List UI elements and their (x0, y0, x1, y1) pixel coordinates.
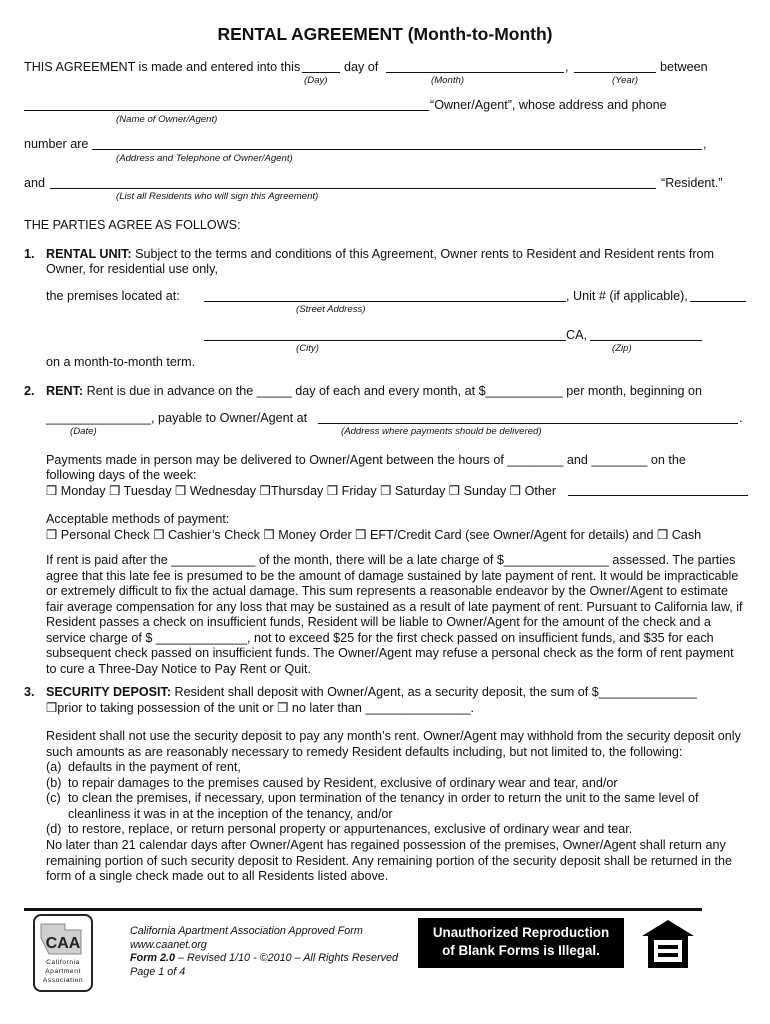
footer-revision: – Revised 1/10 - ©2010 – All Rights Reserved (175, 952, 399, 964)
deposit-return-paragraph (46, 838, 746, 885)
list-item (68, 807, 748, 823)
notice-line-2: of Blank Forms is Illegal. (442, 943, 600, 958)
section-1-number: 1. (24, 247, 35, 261)
section-2-heading: RENT: (46, 384, 84, 398)
month-field[interactable] (386, 72, 564, 73)
section-2-number: 2. (24, 384, 35, 398)
payment-address-field[interactable] (318, 423, 738, 424)
caption-owner-name: (Name of Owner/Agent) (116, 114, 218, 125)
caption-city: (City) (296, 343, 319, 354)
address-comma: , (703, 137, 707, 151)
intro-comma: , (565, 60, 569, 74)
deposit-line: No later than 21 calendar days after Owner/Agent has regained possession of the premises, Owner/Agent shall return any (46, 838, 726, 852)
caa-logo (33, 914, 93, 992)
unauthorized-notice (418, 918, 624, 968)
deposit-use-paragraph (46, 729, 746, 760)
intro-text-dayof: day of (344, 60, 379, 74)
payment-days-label: following days of the week: (46, 468, 197, 482)
owner-address-field[interactable] (92, 149, 702, 150)
number-are-text: number are (24, 137, 89, 151)
payable-text: _______________, payable to Owner/Agent at (46, 411, 308, 425)
section-2-line-1 (46, 384, 702, 398)
caption-payment-address: (Address where payments should be delivered) (341, 426, 542, 437)
footer-approved: California Apartment Association Approved Form (130, 925, 363, 937)
section-1-line-2: Owner, for residential use only, (46, 262, 218, 276)
section-3-line-1 (46, 685, 697, 699)
caption-month: (Month) (431, 75, 465, 86)
section-3-heading: SECURITY DEPOSIT: (46, 685, 172, 699)
logo-caption (35, 958, 91, 985)
list-item (46, 791, 748, 807)
intro-text-1: THIS AGREEMENT is made and entered into this (24, 60, 301, 74)
intro-between: between (660, 60, 708, 74)
residents-field[interactable] (50, 188, 656, 189)
list-marker: (b) (46, 775, 62, 790)
caption-year: (Year) (612, 75, 639, 86)
and-text: and (24, 176, 46, 190)
late-line: Resident passes a check on insufficient funds, Resident will be liable to Owner/Agent for the amount of the check and a (46, 615, 711, 629)
year-field[interactable] (574, 72, 656, 73)
page-title: RENTAL AGREEMENT (Month-to-Month) (217, 24, 553, 44)
logo-caa-text: CAA (45, 935, 81, 952)
caption-owner-address: (Address and Telephone of Owner/Agent) (116, 153, 293, 164)
late-line: service charge of $ _____________, not to exceed $25 for the first check passed on insufficient funds, and $35 for each (46, 630, 714, 645)
late-line: fair average compensation for any loss that may be sustained as a result of late payment of rent. Pursuant to California law, if (46, 599, 743, 614)
payment-methods-label: Acceptable methods of payment: (46, 512, 230, 526)
late-line: subsequent check passed on insufficient funds. The Owner/Agent may refuse a personal check as the form of rent payment (46, 646, 734, 660)
footer-divider (24, 908, 702, 911)
owner-agent-text: “Owner/Agent”, whose address and phone (430, 98, 667, 112)
caa-logo-icon (35, 918, 91, 958)
late-charge-paragraph (46, 553, 746, 677)
payment-days-options[interactable]: ❒ Monday ❒ Tuesday ❒ Wednesday ❒Thursday ❒ Friday ❒ Saturday ❒ Sunday ❒ Other (46, 484, 557, 498)
resident-text: “Resident.” (661, 176, 723, 190)
street-address-field[interactable] (204, 301, 566, 302)
day-field[interactable] (302, 72, 340, 73)
payment-methods-options[interactable]: ❒ Personal Check ❒ Cashier’s Check ❒ Money Order ❒ EFT/Credit Card (see Owner/Agent for details) and ❒ Cash (46, 528, 702, 542)
deposit-line: such amounts as are reasonably necessary to remedy Resident defaults including, but not limited to, the following: (46, 744, 683, 759)
deposit-line: remaining portion of such security deposit to Resident. Any remaining portion of the security deposit shall be returned in the (46, 853, 733, 868)
late-line: to cure a Three-Day Notice to Pay Rent or Quit. (46, 661, 312, 676)
section-3-number: 3. (24, 685, 35, 699)
late-line: agree that this late fee is presumed to be the amount of damage sustained by late payment of rent. It would be impracticable (46, 568, 739, 583)
caption-day: (Day) (304, 75, 328, 86)
other-day-field[interactable] (568, 495, 748, 496)
section-1-line-1 (46, 247, 714, 261)
section-2-text-1: Rent is due in advance on the _____ day of each and every month, at $___________ per month, beginning on (86, 384, 703, 398)
list-marker: (c) (46, 791, 61, 805)
footer-website[interactable]: www.caanet.org (130, 938, 207, 951)
premises-label: the premises located at: (46, 289, 180, 303)
payable-period: . (739, 411, 743, 425)
caption-date: (Date) (70, 426, 97, 437)
list-item (46, 775, 748, 792)
late-line: or extremely difficult to fix the actual damage. This sum represents a reasonable endeavor by the Owner/Agent to estimate (46, 584, 729, 598)
caption-residents: (List all Residents who will sign this Agreement) (116, 191, 319, 202)
logo-line: California (46, 959, 80, 966)
deposit-timing-options[interactable]: ❒prior to taking possession of the unit or ❒ no later than _______________. (46, 701, 474, 715)
list-item (46, 760, 748, 776)
list-text: to repair damages to the premises caused by Resident, exclusive of ordinary wear and tear, and/or (68, 775, 618, 790)
zip-field[interactable] (590, 340, 702, 341)
ca-label: CA, (566, 328, 587, 342)
footer-form-number: Form 2.0 (130, 952, 176, 964)
section-1-heading: RENTAL UNIT: (46, 247, 132, 261)
unit-label: , Unit # (if applicable), (566, 289, 688, 303)
list-marker: (d) (46, 822, 62, 836)
owner-name-field[interactable] (24, 110, 429, 111)
deposit-line: form of a single check made out to all Residents listed above. (46, 869, 389, 883)
section-1-text-1: Subject to the terms and conditions of this Agreement, Owner rents to Resident and Resident rents from (135, 247, 715, 261)
list-text: cleanliness it was in at the inception of the tenancy, and/or (68, 806, 393, 821)
month-to-month-text: on a month-to-month term. (46, 355, 196, 369)
late-line: If rent is paid after the ____________ of the month, there will be a late charge of $_______________ assessed. The parties (46, 553, 736, 567)
footer-page: Page 1 of 4 (130, 965, 186, 978)
list-text: defaults in the payment of rent, (68, 760, 241, 774)
payment-hours-text: Payments made in person may be delivered to Owner/Agent between the hours of ________ and ________ on the (46, 453, 686, 467)
list-text: to restore, replace, or return personal property or appurtenances, exclusive of ordinary wear and tear. (68, 822, 633, 836)
logo-line: Apartment (45, 968, 81, 975)
unit-field[interactable] (690, 301, 746, 302)
notice-line-1: Unauthorized Reproduction (432, 925, 610, 940)
list-marker: (a) (46, 760, 62, 774)
deposit-line: Resident shall not use the security deposit to pay any month’s rent. Owner/Agent may withhold from the security deposit only (46, 729, 741, 743)
footer-form-line (130, 952, 398, 966)
list-item (46, 822, 748, 838)
section-3-text-1: Resident shall deposit with Owner/Agent, as a security deposit, the sum of $______________ (174, 685, 697, 699)
caption-street: (Street Address) (296, 304, 366, 315)
deposit-list (46, 760, 748, 838)
parties-heading: THE PARTIES AGREE AS FOLLOWS: (24, 218, 241, 232)
caption-zip: (Zip) (612, 343, 632, 354)
list-text: to clean the premises, if necessary, upon termination of the tenancy in order to return the unit to the same level of (68, 791, 699, 805)
city-field[interactable] (204, 340, 566, 341)
logo-line: Association (42, 977, 84, 984)
equal-housing-icon (638, 916, 698, 972)
footer-info (130, 925, 398, 979)
